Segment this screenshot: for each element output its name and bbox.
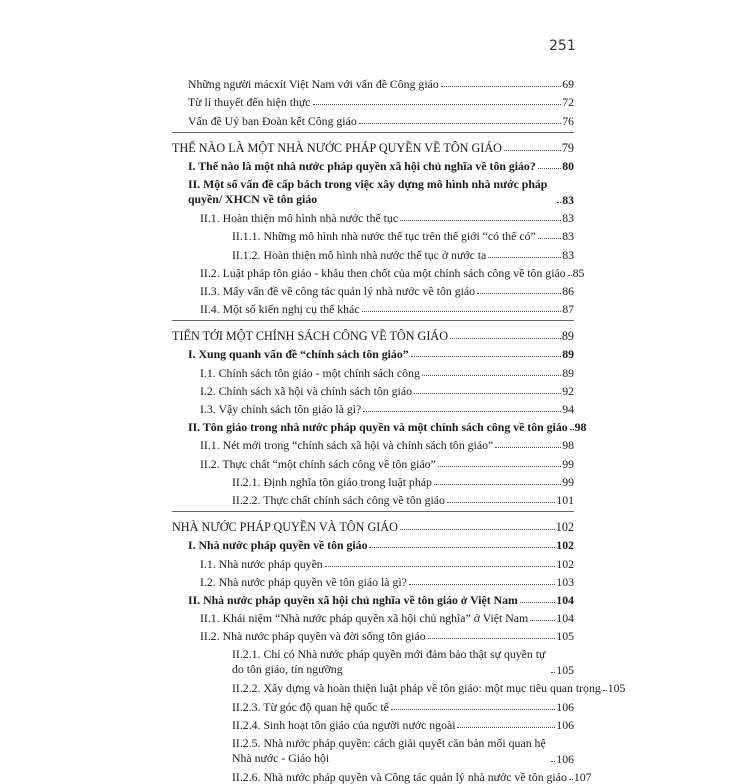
toc-leader-dots: [422, 375, 561, 376]
toc-entry: [172, 766, 592, 784]
toc-entry-title: Từ lí thuyết đến hiện thực: [188, 95, 311, 110]
toc-entry-page: 107: [573, 770, 592, 784]
toc-entry-page: 89: [561, 329, 574, 344]
toc-entry: [172, 173, 574, 207]
toc-leader-dots: [504, 150, 561, 151]
toc-entry-title: I. Xung quanh vấn đề “chính sách tôn giáo”: [188, 347, 409, 362]
section-divider: [172, 511, 574, 512]
toc-leader-dots: [538, 168, 561, 169]
toc-entry-page: 87: [562, 302, 574, 317]
toc-leader-dots: [530, 620, 555, 621]
toc-entry-page: 83: [562, 229, 574, 244]
toc-entry: [172, 416, 587, 435]
toc-entry-title: II.2.5. Nhà nước pháp quyền: cách giải quyết căn bản mối quan hệ Nhà nước - Giáo hội: [232, 736, 550, 766]
toc-entry-page: 86: [562, 283, 574, 298]
toc-entry-title: II.1. Hoàn thiện mô hình nhà nước thế tục: [200, 211, 399, 226]
toc-leader-dots: [411, 356, 562, 357]
toc-entry-title: Vấn đề Uỷ ban Đoàn kết Công giáo: [188, 113, 357, 128]
toc-entry: [172, 398, 574, 416]
toc-entry-title: II.2.1. Chỉ có Nhà nước pháp quyền mới đảm bảo thật sự quyền tự do tôn giáo, tín ngưỡng: [232, 647, 550, 677]
toc-entry: [172, 155, 574, 173]
toc-entry-title: I.3. Vậy chính sách tôn giáo là gì?: [200, 402, 362, 416]
toc-entry-page: 99: [562, 474, 574, 489]
toc-leader-dots: [438, 466, 561, 467]
toc-entry: [172, 434, 574, 452]
toc-leader-dots: [414, 393, 561, 394]
toc-chapter-entry: [172, 137, 574, 155]
toc-entry-title: II. Một số vấn đề cấp bách trong việc xây dựng mô hình nhà nước pháp quyền/ XHCN về tôn giáo: [188, 177, 556, 207]
toc-leader-dots: [570, 429, 574, 430]
toc-leader-dots: [391, 709, 555, 710]
toc-entry-page: 85: [572, 265, 585, 280]
toc-entry-title: II.1.1. Những mô hình nhà nước thế tục trên thế giới “có thể có”: [232, 229, 536, 244]
toc-chapter-entry: [172, 325, 574, 343]
toc-leader-dots: [568, 275, 572, 276]
toc-entry-title: I.1. Chính sách tôn giáo - một chính sách công: [200, 365, 420, 380]
toc-entry-title: II.2. Nhà nước pháp quyền và đời sống tôn giáo: [200, 629, 426, 644]
toc-entry-page: 98: [562, 438, 574, 453]
toc-entry-title: II.2.3. Từ góc độ quan hệ quốc tế: [232, 699, 389, 714]
toc-entry-page: 92: [562, 383, 574, 398]
toc-entry: [172, 714, 574, 732]
toc-entry-page: 106: [556, 699, 574, 714]
toc-leader-dots: [400, 220, 561, 221]
toc-entry-page: 72: [562, 95, 574, 110]
toc-entry-title: II.2.6. Nhà nước pháp quyền và Công tác quản lý nhà nước về tôn giáo: [232, 770, 567, 784]
toc-leader-dots: [557, 202, 561, 203]
toc-leader-dots: [428, 638, 556, 639]
toc-entry-page: 106: [556, 717, 574, 732]
toc-entry-title: TIẾN TỚI MỘT CHÍNH SÁCH CÔNG VỀ TÔN GIÁO: [172, 329, 449, 344]
toc-entry-title: II.1.2. Hoàn thiện mô hình nhà nước thế tục ở nước ta: [232, 247, 487, 262]
toc-entry: [172, 343, 574, 361]
toc-leader-dots: [488, 257, 561, 258]
toc-entry-page: 80: [562, 158, 574, 173]
toc-entry-page: 76: [562, 113, 574, 128]
toc-entry-page: 83: [562, 211, 574, 226]
toc-entry: [172, 73, 574, 91]
toc-leader-dots: [362, 311, 562, 312]
toc-entry-title: I.2. Nhà nước pháp quyền về tôn giáo là gì?: [200, 574, 407, 589]
toc-entry-page: 89: [562, 365, 574, 380]
toc-entry: [172, 452, 574, 470]
toc-entry: [172, 109, 574, 127]
toc-entry-page: 99: [562, 456, 574, 471]
toc-entry: [172, 262, 585, 280]
toc-entry: [172, 625, 574, 643]
toc-entry-title: II. Nhà nước pháp quyền xã hội chủ nghĩa về tôn giáo ở Việt Nam: [188, 592, 518, 607]
toc-entry-page: 101: [556, 492, 574, 507]
toc-entry-title: II.2.2. Xây dựng và hoàn thiện luật pháp về tôn giáo: một mục tiêu quan trọng: [232, 681, 601, 696]
toc-entry-title: II.2.2. Thực chất chính sách công về tôn giáo: [232, 492, 445, 507]
toc-entry-page: 69: [562, 77, 574, 92]
toc-entry-title: I.2. Chính sách xã hội và chính sách tôn giáo: [200, 383, 412, 398]
toc-entry-title: NHÀ NƯỚC PHÁP QUYỀN VÀ TÔN GIÁO: [172, 520, 398, 535]
toc-entry-page: 102: [555, 520, 574, 535]
toc-entry-page: 83: [562, 247, 574, 262]
toc-entry: [172, 280, 574, 298]
toc-leader-dots: [457, 727, 555, 728]
toc-entry: [172, 607, 574, 625]
toc-entry-page: 103: [556, 574, 574, 589]
toc-entry-page: 102: [556, 538, 574, 553]
toc-entry-page: 106: [556, 751, 574, 766]
toc-leader-dots: [369, 547, 555, 548]
toc-entry: [172, 91, 574, 109]
toc-entry: [172, 225, 574, 243]
toc-entry: [172, 589, 574, 607]
toc-leader-dots: [325, 566, 556, 567]
toc-entry-page: 105: [556, 629, 574, 644]
toc-leader-dots: [477, 293, 561, 294]
toc-entry: [172, 677, 626, 696]
toc-entry-title: II.3. Mấy vấn đề về công tác quản lý nhà nước về tôn giáo: [200, 283, 476, 298]
toc-entry-page: 105: [556, 663, 574, 678]
toc-entry: [172, 534, 574, 552]
toc-entry-page: 102: [556, 556, 574, 571]
table-of-contents: [172, 73, 626, 784]
page-number: 251: [549, 38, 576, 54]
toc-entry-page: 104: [556, 611, 574, 626]
toc-leader-dots: [538, 238, 561, 239]
toc-entry-title: I. Thế nào là một nhà nước pháp quyền xã hội chủ nghĩa về tôn giáo?: [188, 158, 536, 173]
toc-leader-dots: [551, 672, 555, 673]
toc-leader-dots: [434, 484, 561, 485]
toc-entry: [172, 361, 574, 379]
toc-entry-page: 83: [562, 192, 574, 207]
section-divider: [172, 132, 574, 133]
toc-entry-title: II.2. Luật pháp tôn giáo - khâu then chốt của một chính sách công về tôn giáo: [200, 265, 566, 280]
toc-entry-page: 79: [561, 140, 574, 155]
toc-entry-title: I.1. Nhà nước pháp quyền: [200, 556, 323, 571]
toc-leader-dots: [363, 411, 561, 412]
toc-entry: [172, 552, 574, 570]
toc-entry: [172, 298, 574, 316]
toc-entry-title: II.1. Khái niệm “Nhà nước pháp quyền xã hội chủ nghĩa” ở Việt Nam: [200, 611, 529, 626]
toc-leader-dots: [520, 602, 555, 603]
toc-entry-title: II.2.1. Định nghĩa tôn giáo trong luật pháp: [232, 474, 432, 489]
toc-entry: [172, 207, 574, 225]
toc-entry: [172, 571, 574, 589]
toc-entry: [172, 243, 574, 261]
toc-leader-dots: [441, 86, 561, 87]
toc-entry: [172, 380, 574, 398]
toc-chapter-entry: [172, 516, 574, 534]
toc-entry-page: 98: [574, 420, 587, 435]
toc-leader-dots: [495, 447, 561, 448]
section-divider: [172, 320, 574, 321]
toc-entry: [172, 471, 574, 489]
toc-leader-dots: [313, 104, 562, 105]
toc-leader-dots: [450, 338, 561, 339]
toc-entry: [172, 643, 574, 677]
toc-entry-title: I. Nhà nước pháp quyền về tôn giáo: [188, 538, 368, 553]
toc-entry-page: 94: [562, 402, 574, 416]
toc-leader-dots: [359, 123, 561, 124]
toc-entry-title: THẾ NÀO LÀ MỘT NHÀ NƯỚC PHÁP QUYỀN VỀ TÔN GIÁO: [172, 140, 502, 155]
toc-leader-dots: [551, 761, 555, 762]
toc-entry-title: II.2.4. Sinh hoạt tôn giáo của người nước ngoài: [232, 717, 456, 732]
toc-leader-dots: [569, 779, 573, 780]
toc-entry: [172, 695, 574, 713]
toc-entry: [172, 732, 574, 766]
toc-entry-title: II. Tôn giáo trong nhà nước pháp quyền và một chính sách công về tôn giáo: [188, 420, 568, 435]
toc-entry-title: II.4. Một số kiến nghị cụ thể khác: [200, 302, 360, 317]
toc-entry-title: Những người mácxít Việt Nam với vấn đề Công giáo: [188, 77, 439, 92]
toc-entry-page: 104: [556, 592, 574, 607]
toc-entry-title: II.1. Nét mới trong “chính sách xã hội và chính sách tôn giáo”: [200, 438, 494, 453]
toc-leader-dots: [447, 502, 555, 503]
toc-entry: [172, 489, 574, 507]
toc-entry-title: II.2. Thực chất “một chính sách công về tôn giáo”: [200, 456, 436, 471]
toc-entry-page: 105: [607, 681, 626, 696]
toc-leader-dots: [400, 529, 555, 530]
toc-entry-page: 89: [562, 347, 574, 362]
toc-leader-dots: [409, 584, 555, 585]
toc-leader-dots: [603, 690, 607, 691]
